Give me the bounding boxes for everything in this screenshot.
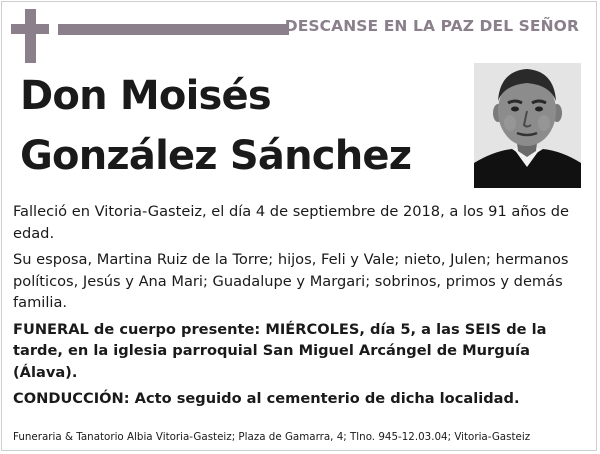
portrait-photo [474, 63, 581, 188]
family-paragraph: Su esposa, Martina Ruiz de la Torre; hijos, Feli y Vale; nieto, Julen; hermanos políticos, Jesús y Ana Mari; Guadalupe y Margari; sobrinos, primos y demás familia. [13, 251, 569, 311]
cross-icon [11, 9, 49, 63]
notice-body [13, 201, 585, 415]
funeral-paragraph: FUNERAL de cuerpo presente: MIÉRCOLES, día 5, a las SEIS de la tarde, en la iglesia parroquial San Miguel Arcángel de Murguía (Álava). [13, 320, 547, 381]
funeral-home-footer: Funeraria & Tanatorio Albia Vitoria-Gasteiz; Plaza de Gamarra, 4; Tlno. 945-12.03.04; Vitoria-Gasteiz [13, 431, 531, 443]
name-line-2: González Sánchez [20, 133, 412, 179]
name-line-1: Don Moisés [20, 73, 271, 119]
deceased-name [20, 66, 411, 186]
death-paragraph: Falleció en Vitoria-Gasteiz, el día 4 de septiembre de 2018, a los 91 años de edad. [13, 203, 569, 242]
header-rule [58, 24, 289, 35]
header-title: DESCANSE EN LA PAZ DEL SEÑOR [284, 17, 579, 35]
procession-paragraph: CONDUCCIÓN: Acto seguido al cementerio de dicha localidad. [13, 390, 520, 407]
